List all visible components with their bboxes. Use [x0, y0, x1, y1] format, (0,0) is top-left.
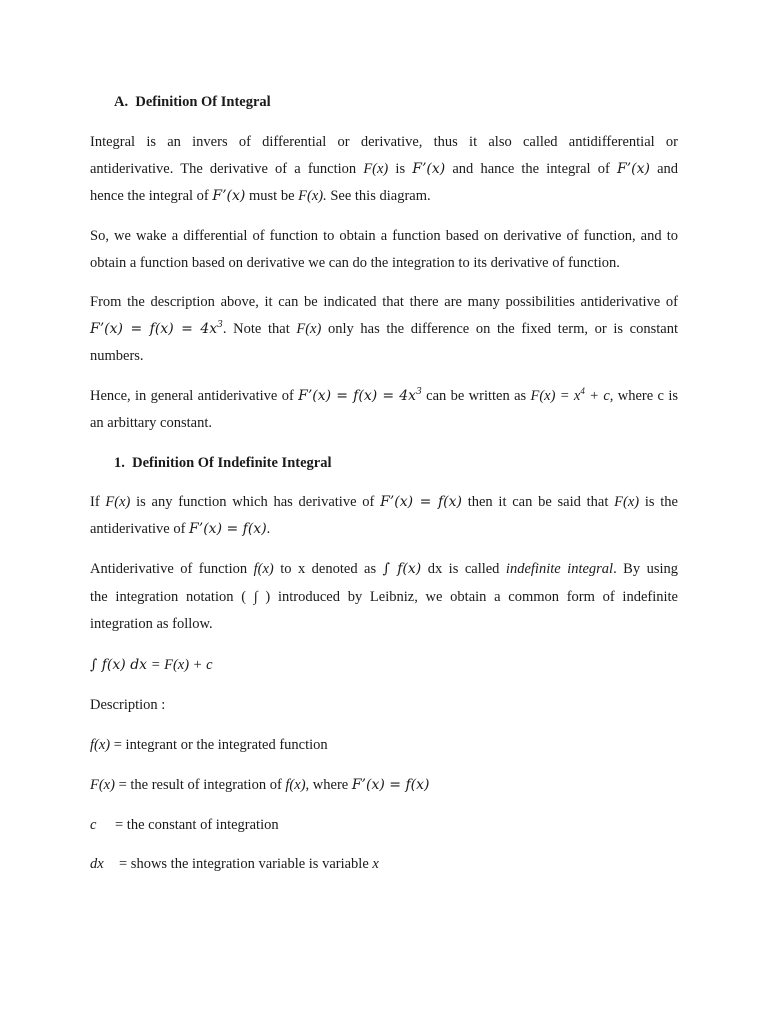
paragraph-line: numbers.	[90, 348, 144, 364]
paragraph-line: Antiderivative of function f(x) to x denoted as ∫ f(x) dx is called indefinite integral. By using	[90, 561, 678, 577]
paragraph-line: Integral is an invers of differential or derivative, thus it also called antidifferential or	[90, 134, 678, 150]
paragraph-line: the integration notation ( ∫ ) introduced by Leibniz, we obtain a common form of indefinite	[90, 589, 678, 605]
section-number: A.	[114, 94, 129, 110]
paragraph-line: If F(x) is any function which has derivative of F’(x) = f(x) then it can be said that F(x) is the	[90, 494, 678, 510]
subsection-number: 1.	[114, 455, 125, 471]
description-symbol: f(x)	[90, 737, 111, 753]
paragraph-line: antiderivative of F’(x) = f(x).	[90, 521, 271, 537]
paragraph-line: antiderivative. The derivative of a function F(x) is F’(x) and hance the integral of F’(x) and	[90, 161, 679, 177]
description-row: dx = shows the integration variable is variable x	[90, 856, 379, 872]
paragraph-line: obtain a function based on derivative we can do the integration to its derivative of function.	[90, 255, 620, 271]
paragraph-line: an arbittary constant.	[90, 415, 212, 431]
indefinite-integral-formula: ∫ f(x) dx = F(x) + c	[90, 657, 213, 673]
description-symbol: dx	[90, 856, 104, 872]
paragraph-line: hence the integral of F’(x) must be F(x). See this diagram.	[90, 188, 431, 204]
description-row: F(x) = the result of integration of f(x), where F’(x) = f(x)	[90, 777, 430, 793]
paragraph-line: Hence, in general antiderivative of F’(x) = $f(x) = 4x^3$ can be written as $F(x) = x^4 + c$, where c is	[90, 386, 678, 404]
subsection-heading-1	[114, 454, 702, 472]
description-symbol: F(x)	[90, 777, 115, 793]
section-heading-a	[114, 93, 702, 111]
section-title: Definition Of Integral	[135, 94, 271, 110]
subsection-title: Definition Of Indefinite Integral	[132, 455, 332, 471]
paragraph-line: So, we wake a differential of function to obtain a function based on derivative of function, and to	[90, 228, 678, 244]
description-row: c = the constant of integration	[90, 817, 279, 833]
description-row: f(x) = integrant or the integrated function	[90, 737, 328, 753]
paragraph-line: integration as follow.	[90, 616, 213, 632]
description-symbol: c	[90, 817, 97, 833]
description-title: Description :	[90, 697, 166, 713]
paragraph-line: From the description above, it can be indicated that there are many possibilities antiderivative of	[90, 294, 678, 310]
paragraph-line: F’(x) = $f(x) = 4x^3$. Note that F(x) only has the difference on the fixed term, or is constant	[90, 320, 679, 337]
